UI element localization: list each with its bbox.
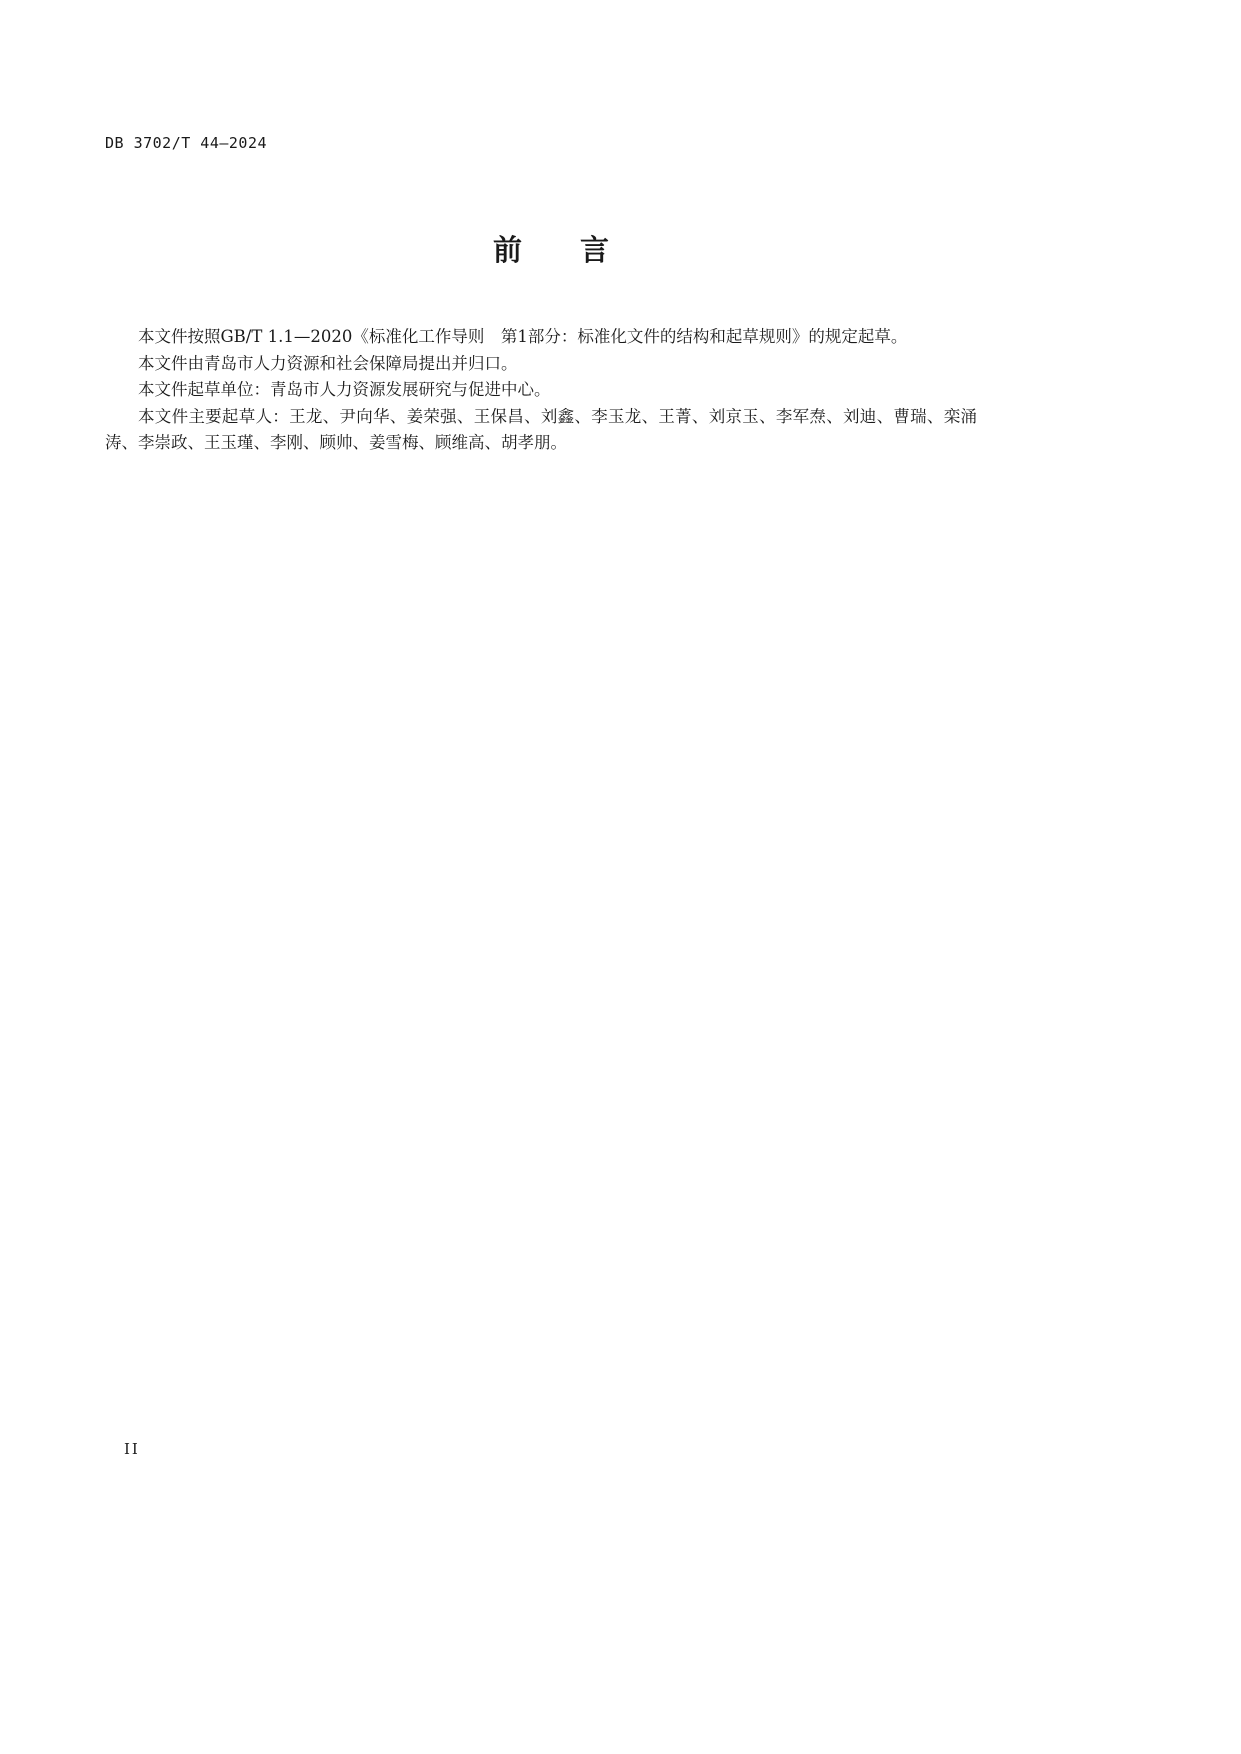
paragraph-drafters: 本文件主要起草人：王龙、尹向华、姜荣强、王保昌、刘鑫、李玉龙、王菁、刘京玉、李军焘、刘迪、曹瑞、栾涌涛、李崇政、王玉瑾、李刚、顾帅、姜雪梅、顾维高、胡孝朋。 — [105, 406, 977, 452]
paragraph-drafting-unit: 本文件起草单位：青岛市人力资源发展研究与促进中心。 — [138, 380, 551, 399]
foreword-body — [105, 324, 977, 457]
document-code: DB 3702/T 44—2024 — [105, 134, 268, 152]
page-title: 前言 — [492, 233, 667, 267]
paragraph-proposer: 本文件由青岛市人力资源和社会保障局提出并归口。 — [138, 353, 518, 373]
paragraph-drafting-standard: 本文件按照GB/T 1.1—2020《标准化工作导则 第1部分：标准化文件的结构和起草规则》的规定起草。 — [138, 327, 908, 346]
page-number: II — [124, 1440, 140, 1458]
